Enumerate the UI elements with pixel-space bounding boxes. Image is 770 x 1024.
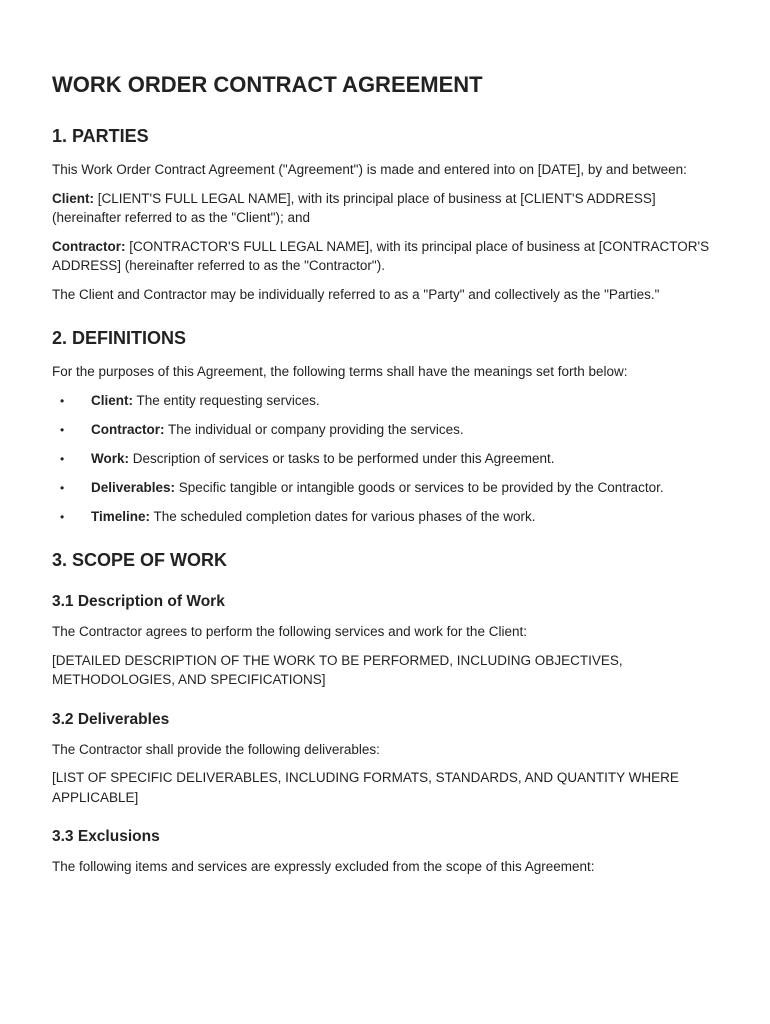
exclusions-intro: The following items and services are expressly excluded from the scope of this Agreement: — [52, 859, 595, 874]
definition-term: Timeline: — [91, 508, 151, 524]
definitions-intro: For the purposes of this Agreement, the following terms shall have the meanings set forth below: — [52, 364, 628, 379]
client-text: [CLIENT'S FULL LEGAL NAME], with its principal place of business at [CLIENT'S ADDRESS] (hereinafter referred to as the "Client"); and — [52, 190, 656, 225]
definitions-list — [52, 391, 724, 527]
bullet-icon: • — [60, 451, 65, 466]
description-placeholder: [DETAILED DESCRIPTION OF THE WORK TO BE PERFORMED, INCLUDING OBJECTIVES, METHODOLOGIES, AND SPECIFICATIONS] — [52, 652, 623, 687]
client-paragraph — [52, 189, 724, 228]
section-heading-scope: 3. SCOPE OF WORK — [52, 550, 228, 570]
definition-term: Work: — [91, 450, 130, 466]
deliverables-intro: The Contractor shall provide the following deliverables: — [52, 741, 380, 757]
definition-text: The entity requesting services. — [133, 392, 320, 408]
contractor-paragraph — [52, 237, 724, 276]
parties-intro: This Work Order Contract Agreement ("Agreement") is made and entered into on [DATE], by and between: — [52, 162, 687, 177]
document-page — [52, 70, 724, 886]
bullet-icon: • — [60, 480, 65, 495]
definition-term: Client: — [91, 392, 133, 408]
list-item — [52, 420, 724, 440]
definition-text: Specific tangible or intangible goods or services to be provided by the Contractor. — [175, 479, 664, 495]
contractor-text: [CONTRACTOR'S FULL LEGAL NAME], with its principal place of business at [CONTRACTOR'S ADDRESS] (hereinafter referred to as the "Contractor"). — [52, 238, 710, 273]
section-heading-definitions: 2. DEFINITIONS — [52, 328, 187, 348]
section-heading-parties: 1. PARTIES — [52, 126, 149, 146]
document-title: WORK ORDER CONTRACT AGREEMENT — [52, 72, 483, 97]
list-item — [52, 391, 724, 411]
list-item — [52, 507, 724, 527]
definition-term: Deliverables: — [91, 479, 176, 495]
bullet-icon: • — [60, 393, 65, 408]
list-item — [52, 449, 724, 469]
subsection-heading-description: 3.1 Description of Work — [52, 593, 225, 610]
description-intro: The Contractor agrees to perform the following services and work for the Client: — [52, 624, 527, 639]
subsection-heading-exclusions: 3.3 Exclusions — [52, 828, 160, 845]
list-item — [52, 478, 724, 498]
definition-text: Description of services or tasks to be performed under this Agreement. — [129, 450, 555, 466]
contractor-label: Contractor: — [52, 238, 126, 254]
deliverables-placeholder: [LIST OF SPECIFIC DELIVERABLES, INCLUDING FORMATS, STANDARDS, AND QUANTITY WHERE APPLICABLE] — [52, 770, 679, 805]
bullet-icon: • — [60, 422, 65, 437]
definition-text: The scheduled completion dates for various phases of the work. — [150, 508, 536, 524]
definition-text: The individual or company providing the services. — [164, 421, 464, 437]
subsection-heading-deliverables: 3.2 Deliverables — [52, 710, 170, 728]
client-label: Client: — [52, 190, 94, 206]
bullet-icon: • — [60, 509, 65, 524]
parties-closing: The Client and Contractor may be individually referred to as a "Party" and collectively as the "Parties." — [52, 286, 660, 302]
definition-term: Contractor: — [91, 421, 165, 437]
